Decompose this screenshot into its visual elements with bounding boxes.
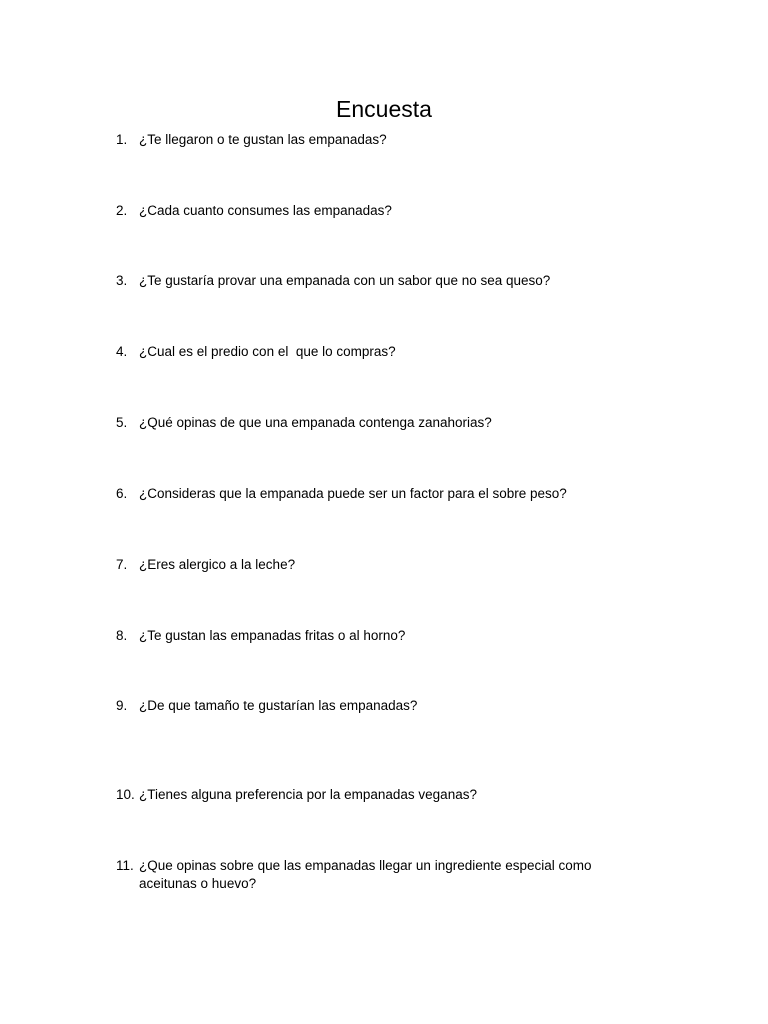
- question-item: [116, 414, 636, 432]
- question-number: 6.: [116, 486, 128, 501]
- question-text: ¿Te llegaron o te gustan las empanadas?: [139, 132, 387, 147]
- question-number: 5.: [116, 415, 128, 430]
- question-number: 3.: [116, 273, 128, 288]
- question-text: ¿Te gustan las empanadas fritas o al horno?: [139, 628, 406, 643]
- question-text: ¿Eres alergico a la leche?: [139, 557, 296, 572]
- question-number: 9.: [116, 698, 128, 713]
- question-item: [116, 485, 636, 503]
- question-text: ¿Cada cuanto consumes las empanadas?: [139, 203, 392, 218]
- question-text: ¿Tienes alguna preferencia por la empanadas veganas?: [139, 787, 477, 802]
- question-number: 1.: [116, 132, 128, 147]
- question-text: ¿De que tamaño te gustarían las empanadas?: [139, 698, 418, 713]
- question-text: ¿Que opinas sobre que las empanadas llegar un ingrediente especial como aceitunas o huevo?: [139, 858, 592, 891]
- question-item: [116, 131, 636, 149]
- question-item: [116, 343, 636, 361]
- question-item: [116, 786, 636, 804]
- question-number: 11.: [116, 858, 134, 873]
- question-item: [116, 202, 636, 220]
- question-item: [116, 697, 636, 715]
- question-text: ¿Cual es el predio con el que lo compras?: [139, 344, 396, 359]
- question-text: ¿Qué opinas de que una empanada contenga zanahorias?: [139, 415, 492, 430]
- question-number: 8.: [116, 628, 128, 643]
- question-text: ¿Consideras que la empanada puede ser un factor para el sobre peso?: [139, 486, 567, 501]
- question-number: 2.: [116, 203, 128, 218]
- question-number: 10.: [116, 787, 135, 802]
- page-title: Encuesta: [336, 96, 432, 122]
- question-item: [116, 627, 636, 645]
- question-number: 7.: [116, 557, 128, 572]
- question-number: 4.: [116, 344, 128, 359]
- question-text: ¿Te gustaría provar una empanada con un sabor que no sea queso?: [139, 273, 551, 288]
- question-item: [116, 857, 636, 893]
- question-item: [116, 272, 636, 290]
- question-item: [116, 556, 636, 574]
